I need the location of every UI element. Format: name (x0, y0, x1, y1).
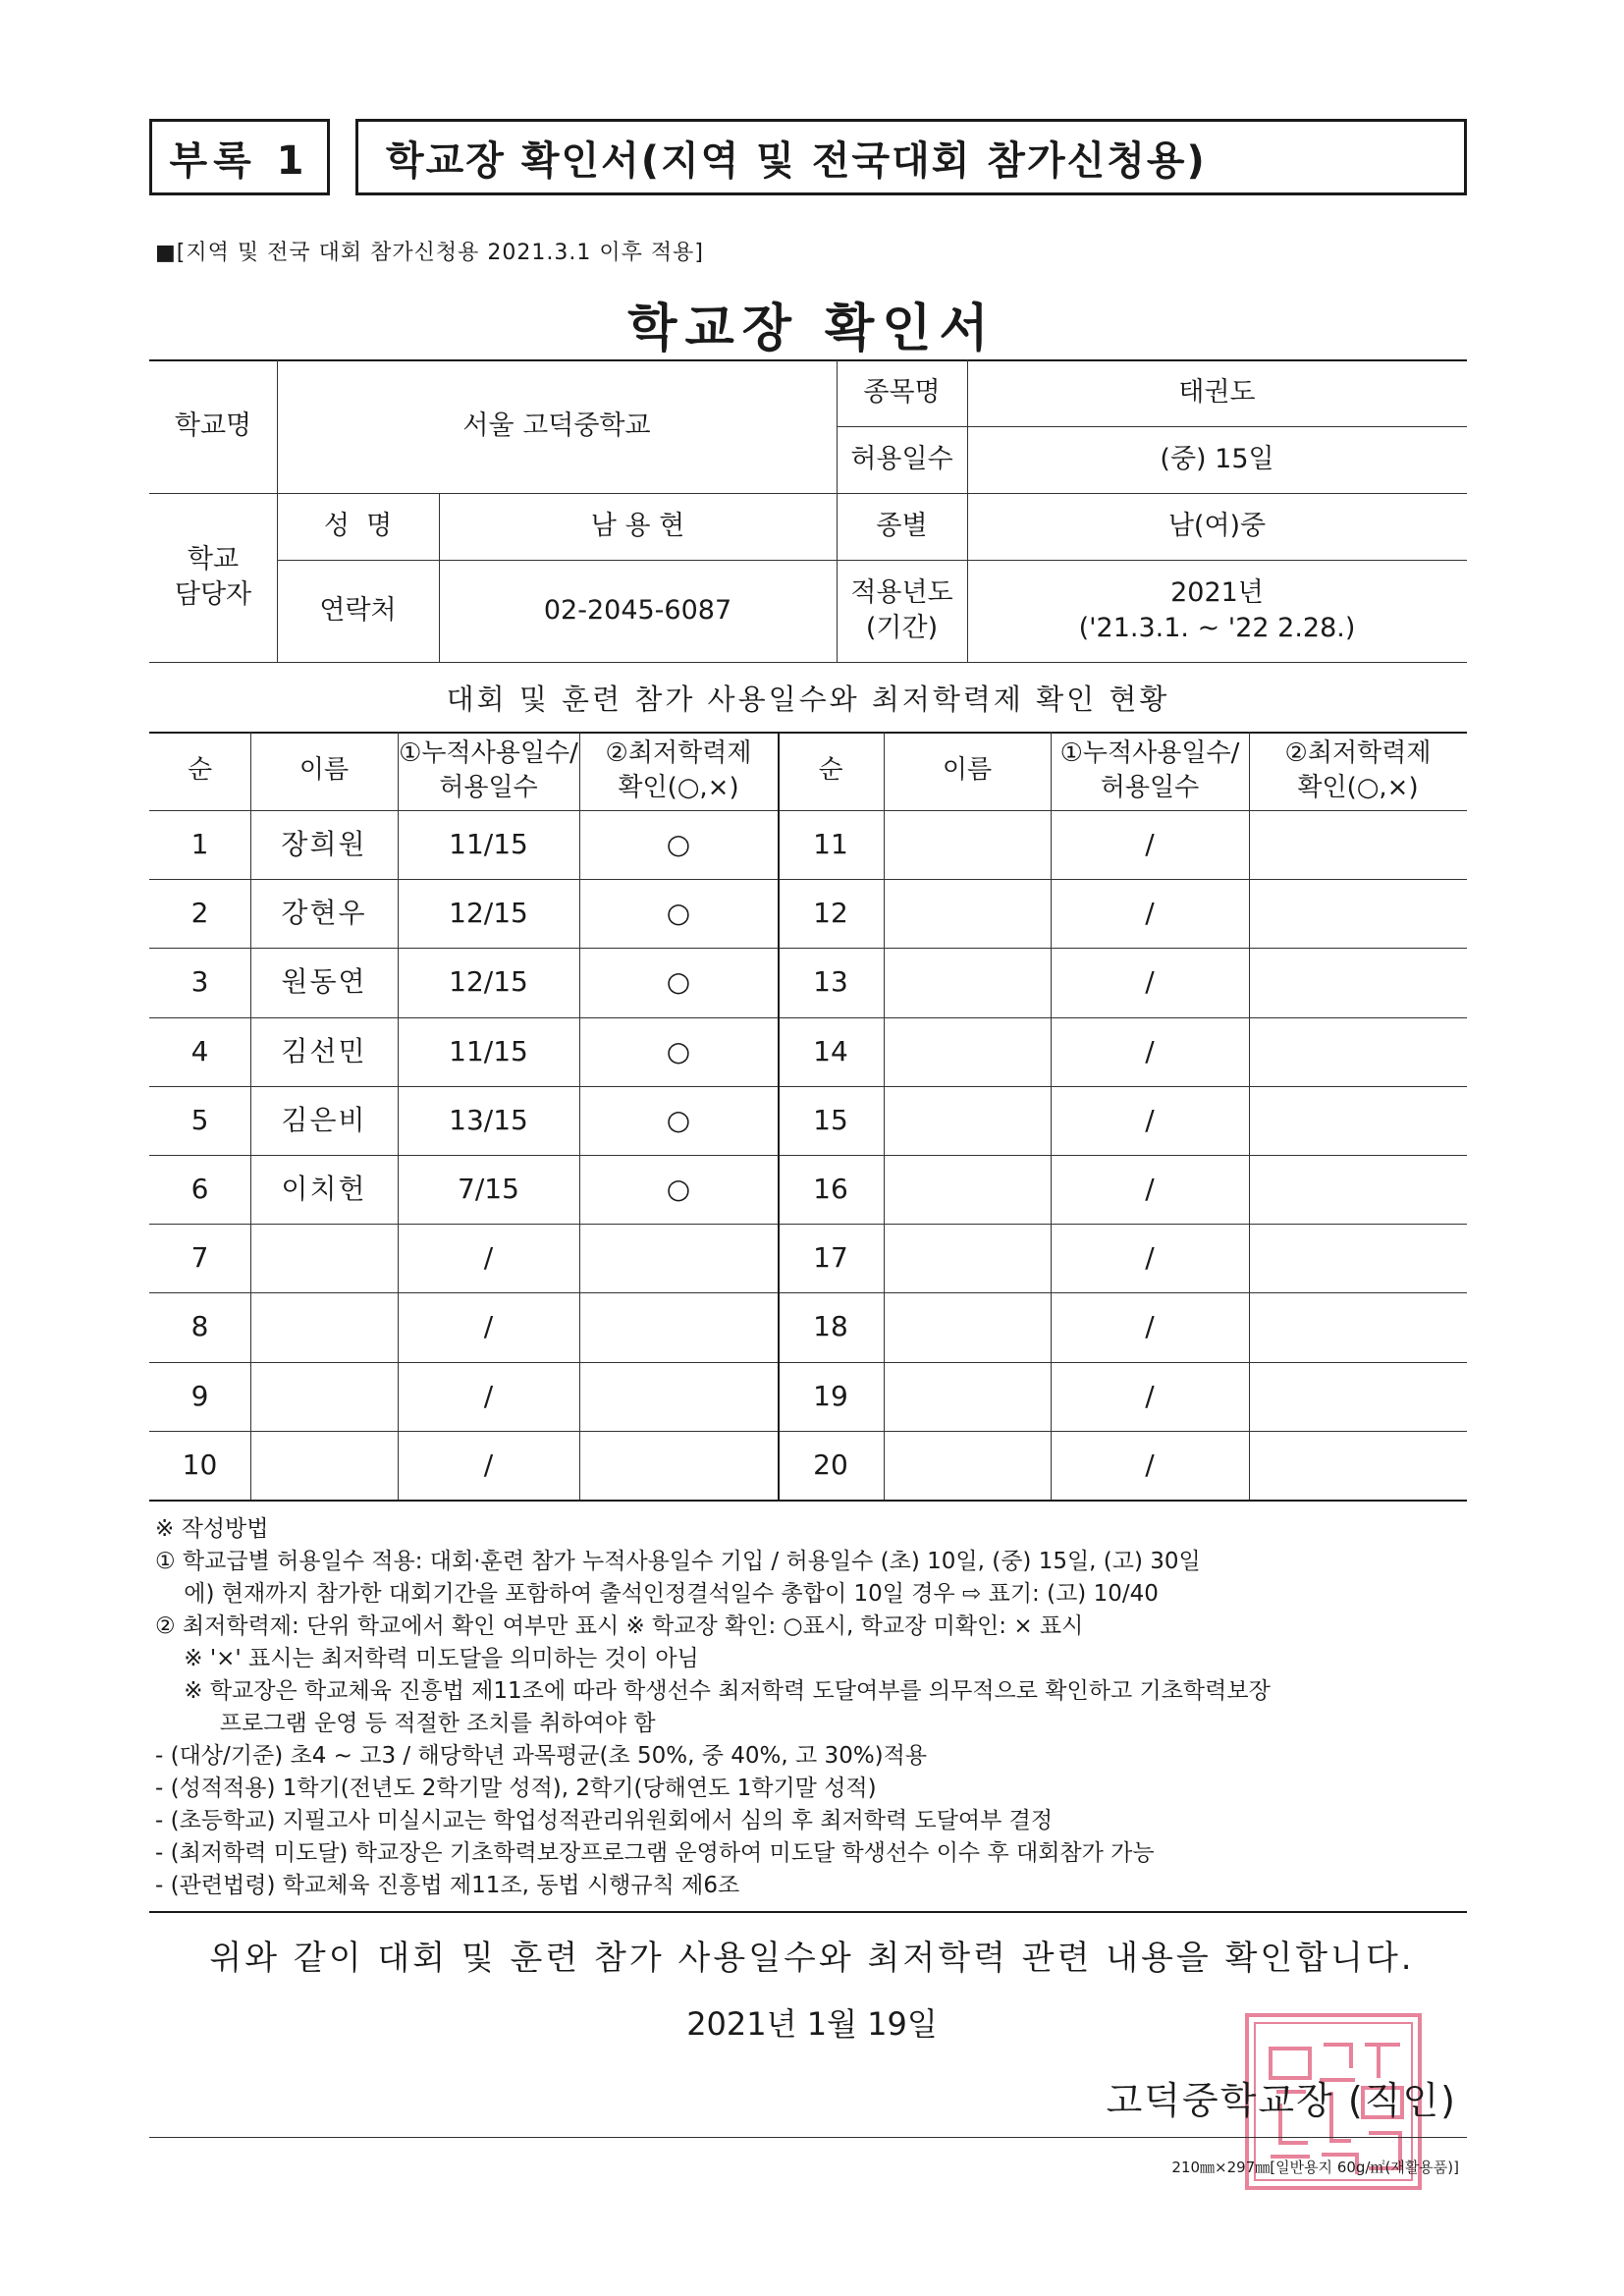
table-cell-seq: 9 (190, 1380, 209, 1413)
table-cell-check: ○ (666, 1173, 691, 1206)
table-cell-seq: 5 (190, 1104, 209, 1137)
instruction-line: 에) 현재까지 참가한 대회기간을 포함하여 출석인정결석일수 총합이 10일 경우 ⇨ 표기: (고) 10/40 (155, 1581, 1159, 1607)
table-cell-name (884, 1017, 1051, 1086)
school-name: 서울 고덕중학교 (462, 410, 651, 441)
table-cell-days: 11/15 (449, 1035, 528, 1068)
column-header-check: ②최저학력제 확인(○,×) (605, 738, 752, 802)
appendix-label: 부록 1 (149, 119, 330, 195)
table-cell-name (250, 1362, 398, 1431)
table-cell-name (250, 1224, 398, 1292)
phone-label: 연락처 (319, 594, 397, 626)
signer: 고덕중학교장 (직인) (1106, 2079, 1457, 2122)
table-cell-check: ○ (666, 1035, 691, 1068)
table-cell-seq: 1 (190, 828, 209, 861)
table-cell-days: 13/15 (449, 1104, 528, 1137)
instruction-line: ※ '×' 표시는 최저학력 미도달을 의미하는 것이 아님 (155, 1646, 699, 1671)
table-cell-check (1249, 879, 1467, 948)
table-cell-days: / (1145, 1241, 1155, 1275)
table-cell-name (884, 948, 1051, 1016)
table-cell-name: 장희원 (281, 828, 367, 861)
instruction-line: - (대상/기준) 초4 ~ 고3 / 해당학년 과목평균(초 50%, 중 40%, 고 30%)적용 (155, 1743, 928, 1769)
table-cell-days: / (483, 1449, 494, 1482)
table-cell-seq: 10 (182, 1449, 218, 1482)
table-cell-days: / (483, 1310, 494, 1343)
instruction-line: - (성적적용) 1학기(전년도 2학기말 성적), 2학기(당해연도 1학기말 성적) (155, 1776, 877, 1801)
table-cell-name (884, 1431, 1051, 1500)
notice-text: ■[지역 및 전국 대회 참가신청용 2021.3.1 이후 적용] (155, 241, 704, 265)
table-cell-days: 12/15 (449, 897, 528, 930)
table-cell-name (884, 810, 1051, 879)
table-cell-days: / (483, 1380, 494, 1413)
table-cell-seq: 11 (813, 828, 848, 861)
instruction-line: ② 최저학력제: 단위 학교에서 확인 여부만 표시 ※ 학교장 확인: ○표시, 학교장 미확인: × 표시 (155, 1613, 1084, 1639)
instruction-line: - (최저학력 미도달) 학교장은 기초학력보장프로그램 운영하여 미도달 학생선수 이수 후 대회참가 가능 (155, 1840, 1155, 1866)
table-cell-days: / (1145, 1173, 1155, 1206)
allowed-days-label: 허용일수 (850, 443, 953, 474)
table-cell-days: / (1145, 897, 1155, 930)
table-cell-seq: 14 (813, 1035, 848, 1068)
table-cell-days: 12/15 (449, 965, 528, 999)
name-label: 성 명 (323, 510, 393, 541)
table-cell-check (1249, 1155, 1467, 1224)
table-cell-name (884, 879, 1051, 948)
table-cell-seq: 20 (813, 1449, 848, 1482)
year: 2021년 ('21.3.1. ~ '22 2.28.) (1078, 576, 1356, 643)
table-cell-days: / (1145, 1104, 1155, 1137)
table-cell-name: 강현우 (281, 897, 367, 930)
table-cell-check (579, 1431, 778, 1500)
table-cell-name (250, 1431, 398, 1500)
instruction-line: ※ 작성방법 (155, 1516, 269, 1542)
table-cell-check: ○ (666, 1104, 691, 1137)
contact-name: 남 용 현 (590, 510, 685, 541)
table-cell-name (884, 1292, 1051, 1361)
table-cell-name: 원동연 (281, 965, 367, 999)
gender: 남(여)중 (1167, 510, 1267, 541)
sport-label: 종목명 (863, 376, 941, 408)
table-cell-check (579, 1292, 778, 1361)
column-header-days: ①누적사용일수/ 허용일수 (399, 738, 578, 802)
summary-title: 대회 및 훈련 참가 사용일수와 최저학력제 확인 현황 (446, 682, 1170, 716)
table-cell-check (1249, 1362, 1467, 1431)
table-cell-seq: 4 (190, 1035, 209, 1068)
instruction-line: ※ 학교장은 학교체육 진흥법 제11조에 따라 학생선수 최저학력 도달여부를 의무적으로 확인하고 기초학력보장 (155, 1678, 1271, 1704)
phone: 02-2045-6087 (543, 594, 732, 626)
table-cell-days: / (1145, 1449, 1155, 1482)
table-cell-days: / (1145, 1310, 1155, 1343)
table-cell-check (579, 1224, 778, 1292)
column-header-seq: 순 (818, 755, 843, 786)
table-cell-days: / (1145, 1035, 1155, 1068)
table-cell-check: ○ (666, 897, 691, 930)
table-cell-seq: 3 (190, 965, 209, 999)
table-cell-seq: 18 (813, 1310, 848, 1343)
table-cell-days: 11/15 (449, 828, 528, 861)
column-header-seq: 순 (187, 755, 213, 786)
table-cell-seq: 19 (813, 1380, 848, 1413)
column-header-days: ①누적사용일수/ 허용일수 (1059, 738, 1240, 802)
table-cell-name: 김선민 (281, 1035, 367, 1068)
instruction-line: ① 학교급별 허용일수 적용: 대회·훈련 참가 누적사용일수 기입 / 허용일수 (초) 10일, (중) 15일, (고) 30일 (155, 1549, 1201, 1574)
instruction-line: - (관련법령) 학교체육 진흥법 제11조, 동법 시행규칙 제6조 (155, 1873, 740, 1898)
contact-person-label: 학교 담당자 (174, 543, 252, 610)
table-cell-days: 7/15 (458, 1173, 519, 1206)
table-cell-check (1249, 1224, 1467, 1292)
date: 2021년 1월 19일 (686, 2005, 938, 2043)
column-header-check: ②최저학력제 확인(○,×) (1284, 738, 1432, 802)
table-cell-check (1249, 810, 1467, 879)
table-cell-name (884, 1224, 1051, 1292)
table-cell-name: 이치헌 (281, 1173, 367, 1206)
table-cell-name (884, 1086, 1051, 1155)
table-cell-name: 김은비 (281, 1104, 367, 1137)
table-cell-check: ○ (666, 828, 691, 861)
table-cell-days: / (1145, 828, 1155, 861)
table-cell-days: / (483, 1241, 494, 1275)
paper-spec: 210㎜×297㎜[일반용지 60g/㎡(재활용품)] (1171, 2159, 1459, 2176)
table-cell-check (579, 1362, 778, 1431)
school-name-label: 학교명 (174, 410, 252, 441)
table-cell-seq: 7 (190, 1241, 209, 1275)
column-header-name: 이름 (298, 755, 350, 786)
table-cell-check (1249, 1431, 1467, 1500)
document-title: 학교장 확인서(지역 및 전국대회 참가신청용) (355, 119, 1467, 195)
table-cell-days: / (1145, 965, 1155, 999)
table-cell-seq: 2 (190, 897, 209, 930)
allowed-days: (중) 15일 (1160, 443, 1274, 474)
table-cell-seq: 17 (813, 1241, 848, 1275)
year-label: 적용년도 (기간) (850, 576, 953, 643)
table-cell-check: ○ (666, 965, 691, 999)
table-cell-days: / (1145, 1380, 1155, 1413)
table-cell-name (884, 1155, 1051, 1224)
table-cell-name (884, 1362, 1051, 1431)
table-cell-check (1249, 1292, 1467, 1361)
table-cell-seq: 16 (813, 1173, 848, 1206)
confirmation-text: 위와 같이 대회 및 훈련 참가 사용일수와 최저학력 관련 내용을 확인합니다. (209, 1939, 1415, 1978)
table-cell-seq: 12 (813, 897, 848, 930)
instruction-line: - (초등학교) 지필고사 미실시교는 학업성적관리위원회에서 심의 후 최저학력 도달여부 결정 (155, 1808, 1054, 1833)
sport: 태권도 (1178, 376, 1256, 408)
table-cell-check (1249, 1086, 1467, 1155)
table-cell-seq: 6 (190, 1173, 209, 1206)
table-cell-check (1249, 1017, 1467, 1086)
table-cell-seq: 15 (813, 1104, 848, 1137)
table-cell-seq: 8 (190, 1310, 209, 1343)
gender-label: 종별 (876, 510, 928, 541)
column-header-name: 이름 (942, 755, 993, 786)
table-cell-seq: 13 (813, 965, 848, 999)
page-title: 학교장 확인서 (627, 300, 997, 358)
table-cell-check (1249, 948, 1467, 1016)
table-cell-name (250, 1292, 398, 1361)
instruction-line: 프로그램 운영 등 적절한 조치를 취하여야 함 (155, 1711, 656, 1736)
